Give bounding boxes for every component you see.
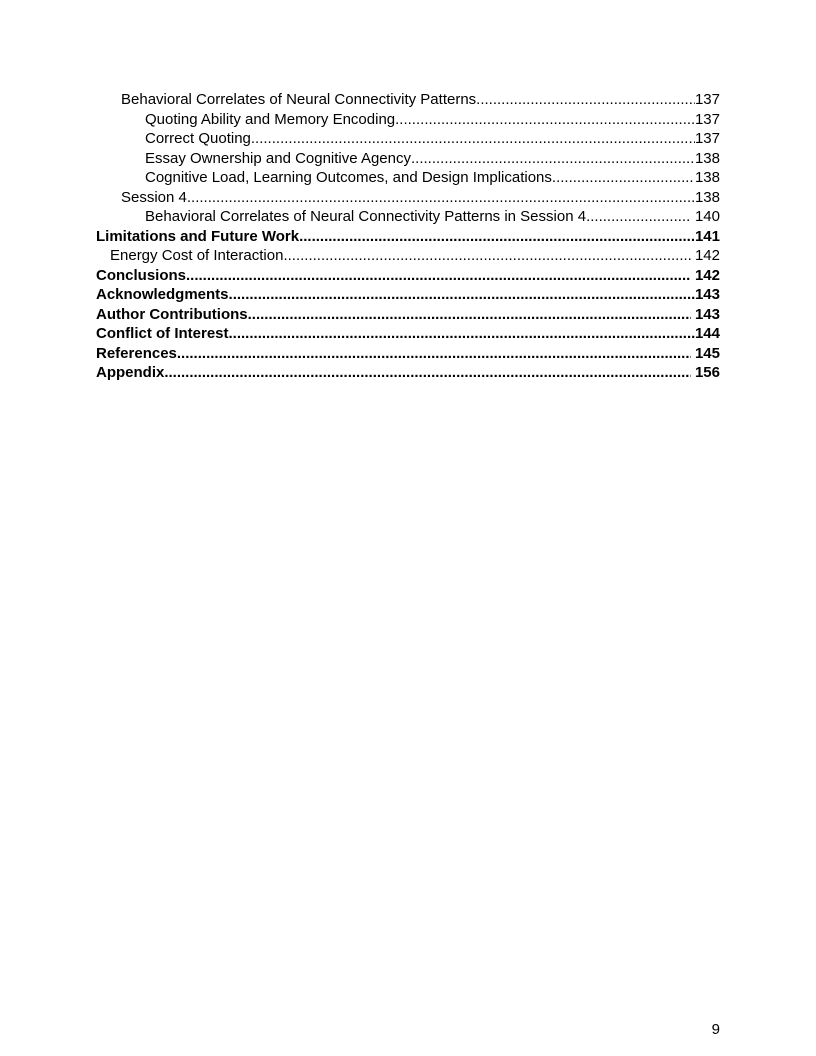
toc-entry-page: 142 bbox=[690, 247, 720, 264]
dot-leader bbox=[395, 110, 695, 130]
toc-entry[interactable] bbox=[96, 266, 720, 286]
dot-leader bbox=[177, 344, 691, 364]
toc-entry-page: 138 bbox=[694, 169, 720, 186]
toc-entry[interactable] bbox=[96, 324, 720, 344]
dot-leader bbox=[411, 149, 695, 169]
toc-entry-page: 143 bbox=[690, 305, 720, 323]
toc-entry-page: 144 bbox=[694, 325, 720, 342]
toc-entry[interactable] bbox=[96, 90, 720, 110]
toc-entry[interactable] bbox=[96, 129, 720, 149]
toc-entry[interactable] bbox=[96, 168, 720, 188]
toc-entry-page: 141 bbox=[694, 227, 720, 245]
toc-entry-page: 138 bbox=[694, 188, 720, 206]
toc-entry[interactable] bbox=[96, 344, 720, 364]
dot-leader bbox=[186, 266, 691, 286]
toc-entry-page: 143 bbox=[694, 286, 720, 303]
dot-leader bbox=[187, 188, 695, 208]
dot-leader bbox=[251, 129, 695, 149]
toc-entry[interactable] bbox=[96, 207, 720, 227]
toc-entry-title: Limitations and Future Work bbox=[96, 227, 300, 245]
toc-entry-page: 137 bbox=[694, 91, 720, 108]
toc-entry-title: Behavioral Correlates of Neural Connectivity Patterns bbox=[121, 91, 477, 108]
toc-entry-title: Correct Quoting bbox=[145, 130, 251, 147]
toc-entry-title: Conflict of Interest bbox=[96, 325, 229, 342]
toc-entry[interactable] bbox=[96, 285, 720, 305]
toc-entry-title: Energy Cost of Interaction bbox=[110, 247, 284, 264]
toc-entry-title: Acknowledgments bbox=[96, 286, 229, 303]
toc-entry-page: 156 bbox=[690, 364, 720, 381]
toc-entry-page: 140 bbox=[690, 208, 720, 225]
toc-entry[interactable] bbox=[96, 227, 720, 247]
toc-entry[interactable] bbox=[96, 149, 720, 169]
toc-entry[interactable] bbox=[96, 110, 720, 130]
toc-entry-page: 142 bbox=[690, 266, 720, 284]
dot-leader bbox=[552, 168, 695, 188]
page-footer bbox=[712, 1022, 720, 1037]
dot-leader bbox=[164, 363, 690, 383]
toc-entry[interactable] bbox=[96, 246, 720, 266]
toc-entry-title: Quoting Ability and Memory Encoding bbox=[145, 110, 396, 128]
table-of-contents bbox=[96, 90, 720, 383]
toc-entry-title: Cognitive Load, Learning Outcomes, and Design Implications bbox=[145, 169, 552, 186]
dot-leader bbox=[248, 305, 691, 325]
toc-entry-title: Author Contributions bbox=[96, 305, 248, 323]
toc-entry-page: 145 bbox=[690, 344, 720, 362]
dot-leader bbox=[229, 324, 695, 344]
toc-entry[interactable] bbox=[96, 363, 720, 383]
toc-entry-title: Conclusions bbox=[96, 266, 187, 284]
dot-leader bbox=[299, 227, 695, 247]
dot-leader bbox=[476, 90, 695, 110]
toc-entry-page: 138 bbox=[694, 149, 720, 167]
dot-leader bbox=[283, 246, 690, 266]
toc-entry-title: References bbox=[96, 344, 177, 362]
toc-entry-title: Session 4 bbox=[121, 188, 187, 206]
toc-entry-page: 137 bbox=[694, 110, 720, 128]
toc-entry-page: 137 bbox=[694, 130, 720, 147]
toc-entry-title: Appendix bbox=[96, 364, 165, 381]
dot-leader bbox=[229, 285, 695, 305]
toc-entry-title: Essay Ownership and Cognitive Agency bbox=[145, 149, 411, 167]
toc-entry-title: Behavioral Correlates of Neural Connectivity Patterns in Session 4 bbox=[145, 208, 587, 225]
page-number: 9 bbox=[711, 1021, 720, 1038]
toc-entry[interactable] bbox=[96, 188, 720, 208]
dot-leader bbox=[586, 207, 691, 227]
toc-entry[interactable] bbox=[96, 305, 720, 325]
